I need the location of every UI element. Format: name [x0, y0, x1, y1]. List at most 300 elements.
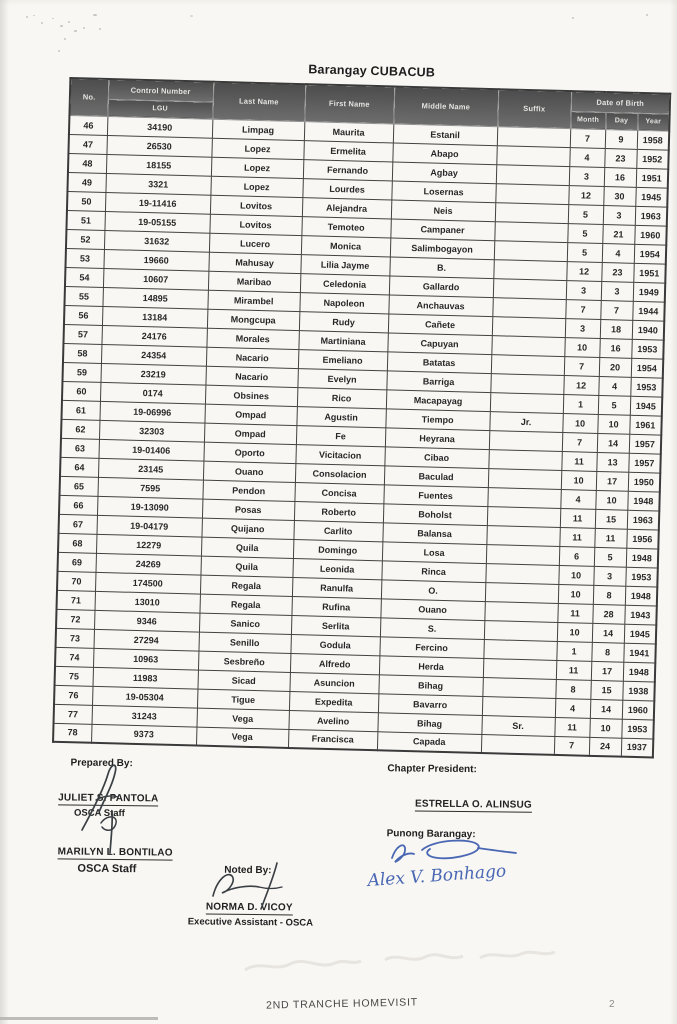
cell-control-number: 13184 [102, 306, 207, 328]
noted-by-title: Executive Assistant - OSCA [187, 916, 314, 929]
cell-first-name: Agustin [296, 406, 385, 427]
cell-middle-name: Rinca [381, 560, 485, 582]
cell-suffix [482, 696, 555, 717]
cell-control-number: 14895 [102, 287, 207, 309]
cell-dob-month: 7 [564, 356, 599, 376]
cell-suffix [491, 335, 564, 356]
cell-control-number: 3321 [105, 173, 210, 195]
cell-dob-month: 10 [562, 413, 597, 433]
cell-dob-month: 12 [568, 185, 603, 205]
cell-first-name: Serlita [291, 615, 380, 636]
preparer2-title: OSCA Staff [77, 862, 137, 876]
cell-dob-month: 1 [563, 394, 598, 414]
cell-control-number: 26530 [106, 135, 211, 157]
cell-dob-month: 4 [555, 698, 590, 718]
cell-suffix [484, 620, 557, 641]
cell-dob-year: 1960 [622, 700, 655, 720]
chapter-president-block [387, 763, 533, 841]
cell-dob-month: 10 [558, 565, 593, 585]
cell-dob-month: 11 [556, 660, 591, 680]
cell-dob-month: 10 [558, 584, 593, 604]
beneficiary-table [52, 77, 671, 759]
cell-middle-name: Cibao [384, 446, 488, 468]
col-header-first-name: First Name [304, 84, 394, 123]
col-header-month: Month [570, 111, 605, 129]
cell-dob-day: 10 [597, 414, 629, 434]
cell-first-name: Carlito [293, 520, 382, 541]
cell-dob-year: 1954 [634, 244, 667, 264]
page-title: Barangay CUBACUB [308, 62, 436, 80]
cell-first-name: Domingo [293, 539, 382, 560]
preparer1-title: OSCA Staff [73, 807, 125, 820]
col-header-lgu: LGU [107, 99, 212, 119]
cell-middle-name: Herda [379, 655, 483, 677]
cell-first-name: Francisca [288, 729, 377, 750]
cell-middle-name: Batatas [387, 351, 491, 373]
cell-middle-name: Bihag [377, 712, 481, 734]
cell-suffix [483, 639, 556, 660]
cell-suffix [496, 145, 569, 166]
svg-text:Alex V. Bonhago: Alex V. Bonhago [366, 861, 507, 891]
cell-suffix [487, 506, 560, 527]
cell-last-name: Nacario [206, 347, 298, 368]
cell-control-number: 19-04179 [97, 515, 202, 537]
cell-no: 73 [56, 628, 94, 648]
cell-last-name: Mahusay [208, 252, 300, 273]
cell-dob-day: 28 [592, 604, 624, 624]
cell-dob-year: 1948 [625, 586, 658, 606]
cell-no: 54 [65, 267, 103, 287]
cell-dob-year: 1945 [635, 187, 668, 207]
cell-dob-month: 4 [569, 147, 604, 167]
cell-no: 58 [63, 343, 101, 363]
cell-dob-year: 1950 [628, 472, 661, 492]
cell-dob-year: 1956 [626, 529, 659, 549]
noted-by-label: Noted By: [224, 864, 272, 877]
cell-no: 69 [58, 552, 96, 572]
cell-dob-year: 1961 [629, 415, 662, 435]
cell-first-name: Lilia Jayme [300, 254, 389, 275]
cell-middle-name: Heyrana [385, 427, 489, 449]
cell-last-name: Lovitos [210, 195, 302, 216]
cell-middle-name: Bavarro [378, 693, 482, 715]
cell-first-name: Rufina [291, 596, 380, 617]
cell-dob-year: 1937 [621, 738, 654, 758]
cell-dob-day: 21 [602, 224, 634, 244]
cell-no: 51 [66, 210, 104, 230]
cell-dob-year: 1951 [636, 168, 669, 188]
cell-no: 77 [54, 704, 92, 724]
cell-first-name: Vicitacion [295, 444, 384, 465]
cell-no: 78 [53, 723, 91, 743]
cell-last-name: Sicad [197, 670, 289, 691]
col-header-middle-name: Middle Name [393, 86, 498, 126]
cell-dob-day: 20 [599, 357, 631, 377]
cell-middle-name: Estanil [393, 123, 497, 145]
cell-dob-month: 11 [557, 603, 592, 623]
cell-control-number: 32303 [99, 420, 204, 442]
cell-dob-day: 8 [591, 642, 623, 662]
cell-first-name: Fe [296, 425, 385, 446]
cell-control-number: 23219 [100, 363, 205, 385]
cell-last-name: Lopez [211, 157, 303, 178]
cell-dob-year: 1963 [627, 510, 660, 530]
cell-middle-name: Capuyan [387, 332, 491, 354]
cell-dob-day: 14 [592, 623, 624, 643]
cell-dob-month: 3 [569, 166, 604, 186]
cell-first-name: Roberto [294, 501, 383, 522]
cell-dob-year: 1951 [633, 263, 666, 283]
cell-last-name: Mongcupa [207, 309, 299, 330]
cell-dob-month: 7 [570, 128, 605, 148]
cell-dob-day: 11 [594, 528, 626, 548]
cell-middle-name: Campaner [390, 218, 494, 240]
cell-no: 74 [55, 647, 93, 667]
cell-no: 47 [68, 134, 106, 154]
cell-dob-year: 1963 [635, 206, 668, 226]
cell-suffix [495, 202, 568, 223]
cell-dob-day: 10 [589, 718, 621, 738]
cell-control-number: 19-05304 [92, 686, 197, 708]
cell-suffix [481, 734, 554, 755]
col-header-last-name: Last Name [212, 82, 305, 121]
cell-no: 68 [58, 533, 96, 553]
footer-title: 2ND TRANCHE HOMEVISIT [265, 996, 419, 1012]
cell-control-number: 24269 [96, 553, 201, 575]
cell-middle-name: S. [380, 617, 484, 639]
cell-first-name: Godula [290, 634, 379, 655]
cell-middle-name: Abapo [392, 142, 496, 164]
cell-no: 64 [60, 457, 98, 477]
cell-middle-name: Fercino [379, 636, 483, 658]
cell-dob-day: 7 [600, 300, 632, 320]
cell-dob-month: 8 [555, 679, 590, 699]
cell-middle-name: Tiempo [385, 408, 489, 430]
cell-control-number: 12279 [96, 534, 201, 556]
cell-last-name: Sesbreño [198, 651, 290, 672]
cell-first-name: Evelyn [297, 368, 386, 389]
cell-dob-month: 11 [560, 508, 595, 528]
cell-dob-day: 15 [595, 509, 627, 529]
bleed-through-handwriting [235, 930, 565, 985]
cell-dob-day: 24 [589, 737, 621, 757]
cell-dob-year: 1953 [631, 339, 664, 359]
cell-control-number: 19-05155 [104, 211, 209, 233]
cell-dob-day: 23 [604, 148, 636, 168]
cell-suffix [494, 221, 567, 242]
cell-last-name: Vega [196, 727, 288, 748]
cell-control-number: 31243 [92, 705, 197, 727]
cell-no: 61 [61, 400, 99, 420]
cell-dob-day: 3 [593, 566, 625, 586]
cell-middle-name: Cañete [388, 313, 492, 335]
cell-middle-name: Balansa [382, 522, 486, 544]
cell-last-name: Regala [199, 594, 291, 615]
cell-suffix [488, 449, 561, 470]
cell-last-name: Lopez [210, 176, 302, 197]
cell-dob-year: 1948 [627, 491, 660, 511]
cell-no: 57 [63, 324, 101, 344]
table-body [53, 115, 669, 757]
scan-edge-artifact [0, 1017, 158, 1020]
cell-last-name: Lovitos [209, 214, 301, 235]
cell-first-name: Ranulfa [292, 577, 381, 598]
cell-control-number: 31632 [104, 230, 209, 252]
cell-middle-name: Baculad [384, 465, 488, 487]
cell-dob-day: 3 [601, 281, 633, 301]
cell-last-name: Obsines [205, 385, 297, 406]
cell-last-name: Ompad [204, 423, 296, 444]
cell-dob-month: 5 [567, 242, 602, 262]
cell-dob-month: 11 [554, 717, 589, 737]
cell-dob-year: 1953 [625, 567, 658, 587]
cell-last-name: Quijano [201, 518, 293, 539]
cell-last-name: Ouano [203, 461, 295, 482]
cell-dob-year: 1944 [632, 301, 665, 321]
cell-dob-month: 11 [559, 527, 594, 547]
cell-middle-name: Barriga [386, 370, 490, 392]
cell-no: 49 [67, 172, 105, 192]
cell-suffix [494, 240, 567, 261]
cell-no: 67 [59, 514, 97, 534]
cell-last-name: Mirambel [207, 290, 299, 311]
cell-middle-name: Bihag [378, 674, 482, 696]
cell-control-number: 9346 [94, 610, 199, 632]
cell-dob-month: 10 [557, 622, 592, 642]
cell-dob-month: 11 [561, 451, 596, 471]
cell-last-name: Lucero [209, 233, 301, 254]
cell-dob-day: 9 [605, 129, 637, 149]
cell-middle-name: O. [381, 579, 485, 601]
cell-first-name: Rudy [299, 311, 388, 332]
cell-control-number: 19-01406 [98, 439, 203, 461]
cell-dob-year: 1948 [623, 662, 656, 682]
cell-last-name: Sanico [199, 613, 291, 634]
cell-middle-name: Fuentes [383, 484, 487, 506]
cell-last-name: Maribao [208, 271, 300, 292]
cell-suffix: Sr. [481, 715, 554, 736]
col-header-year: Year [637, 113, 669, 131]
cell-dob-month: 7 [565, 299, 600, 319]
cell-dob-year: 1957 [628, 453, 661, 473]
cell-dob-day: 17 [591, 661, 623, 681]
cell-control-number: 0174 [100, 382, 205, 404]
cell-dob-year: 1945 [630, 396, 663, 416]
cell-last-name: Senillo [198, 632, 290, 653]
col-header-day: Day [605, 112, 637, 130]
cell-middle-name: Salimbogayon [390, 237, 494, 259]
cell-dob-month: 7 [554, 736, 589, 756]
cell-suffix [497, 126, 570, 147]
cell-dob-month: 12 [563, 375, 598, 395]
cell-suffix [495, 183, 568, 204]
cell-dob-month: 4 [560, 489, 595, 509]
cell-dob-year: 1940 [632, 320, 665, 340]
cell-dob-day: 10 [595, 490, 627, 510]
cell-no: 66 [59, 495, 97, 515]
cell-no: 70 [57, 571, 95, 591]
cell-suffix [490, 392, 563, 413]
cell-control-number: 19-11416 [105, 192, 210, 214]
cell-suffix [487, 487, 560, 508]
cell-suffix [490, 373, 563, 394]
cell-dob-month: 7 [562, 432, 597, 452]
cell-last-name: Morales [206, 328, 298, 349]
cell-dob-year: 1952 [636, 149, 669, 169]
cell-first-name: Monica [301, 235, 390, 256]
cell-last-name: Posas [202, 499, 294, 520]
chapter-president-name: ESTRELLA O. ALINSUG [414, 798, 532, 811]
cell-middle-name: Losa [382, 541, 486, 563]
cell-first-name: Asuncion [289, 672, 378, 693]
cell-no: 63 [61, 438, 99, 458]
cell-dob-month: 3 [566, 280, 601, 300]
cell-dob-month: 1 [556, 641, 591, 661]
cell-last-name: Oporto [203, 442, 295, 463]
cell-no: 76 [54, 685, 92, 705]
cell-dob-year: 1948 [626, 548, 659, 568]
scan-content [52, 56, 674, 759]
cell-no: 75 [55, 666, 93, 686]
page-number: 2 [609, 999, 615, 1010]
cell-suffix [484, 601, 557, 622]
cell-last-name: Limpag [212, 119, 304, 140]
cell-no: 59 [62, 362, 100, 382]
cell-middle-name: Gallardo [389, 275, 493, 297]
cell-middle-name: Boholst [383, 503, 487, 525]
cell-first-name: Alejandra [302, 197, 391, 218]
cell-first-name: Celedonia [300, 273, 389, 294]
cell-dob-day: 15 [590, 680, 622, 700]
cell-no: 48 [68, 153, 106, 173]
cell-control-number: 18155 [106, 154, 211, 176]
cell-dob-month: 10 [561, 470, 596, 490]
cell-no: 56 [64, 305, 102, 325]
punong-barangay-signature [360, 836, 530, 894]
cell-first-name: Rico [297, 387, 386, 408]
cell-suffix [486, 525, 559, 546]
cell-suffix [492, 297, 565, 318]
cell-first-name: Temoteo [301, 216, 390, 237]
cell-dob-day: 16 [599, 338, 631, 358]
cell-dob-day: 14 [590, 699, 622, 719]
cell-control-number: 19-13090 [97, 496, 202, 518]
cell-middle-name: Neis [391, 199, 495, 221]
chapter-president-label: Chapter President: [387, 763, 477, 776]
cell-last-name: Pendon [202, 480, 294, 501]
cell-no: 60 [62, 381, 100, 401]
cell-dob-year: 1953 [621, 719, 654, 739]
cell-dob-month: 12 [566, 261, 601, 281]
cell-suffix: Jr. [489, 411, 562, 432]
col-header-no: No. [69, 78, 108, 116]
cell-dob-day: 4 [602, 243, 634, 263]
cell-dob-year: 1960 [634, 225, 667, 245]
cell-dob-year: 1941 [623, 643, 656, 663]
cell-first-name: Maurita [304, 121, 393, 142]
cell-control-number: 24176 [101, 325, 206, 347]
cell-no: 53 [65, 248, 103, 268]
cell-dob-day: 18 [600, 319, 632, 339]
cell-last-name: Nacario [205, 366, 297, 387]
cell-suffix [485, 563, 558, 584]
cell-control-number: 9373 [91, 724, 196, 746]
cell-control-number: 23145 [98, 458, 203, 480]
cell-dob-year: 1945 [624, 624, 657, 644]
cell-dob-year: 1957 [629, 434, 662, 454]
cell-control-number: 24354 [101, 344, 206, 366]
cell-suffix [486, 544, 559, 565]
cell-first-name: Fernando [303, 159, 392, 180]
cell-dob-day: 30 [603, 186, 635, 206]
cell-control-number: 10607 [103, 268, 208, 290]
cell-no: 62 [61, 419, 99, 439]
cell-first-name: Lourdes [302, 178, 391, 199]
cell-dob-day: 8 [593, 585, 625, 605]
cell-control-number: 10963 [93, 648, 198, 670]
cell-dob-year: 1943 [624, 605, 657, 625]
cell-suffix [483, 658, 556, 679]
cell-dob-day: 17 [596, 471, 628, 491]
cell-control-number: 19-06996 [99, 401, 204, 423]
cell-dob-month: 6 [559, 546, 594, 566]
cell-first-name: Alfredo [290, 653, 379, 674]
cell-dob-day: 23 [601, 262, 633, 282]
cell-first-name: Avelino [288, 710, 377, 731]
cell-last-name: Regala [200, 575, 292, 596]
cell-suffix [482, 677, 555, 698]
cell-first-name: Expedita [289, 691, 378, 712]
cell-control-number: 19660 [103, 249, 208, 271]
cell-first-name: Consolacion [295, 463, 384, 484]
cell-dob-day: 5 [598, 395, 630, 415]
cell-dob-day: 3 [603, 205, 635, 225]
cell-suffix [491, 354, 564, 375]
cell-dob-month: 5 [567, 223, 602, 243]
noted-by-name: NORMA D. VICOY [205, 901, 293, 914]
cell-control-number: 174500 [95, 572, 200, 594]
cell-suffix [492, 316, 565, 337]
cell-no: 72 [56, 609, 94, 629]
cell-dob-year: 1954 [631, 358, 664, 378]
cell-middle-name: B. [389, 256, 493, 278]
cell-first-name: Concisa [294, 482, 383, 503]
cell-no: 46 [69, 115, 107, 135]
cell-control-number: 11983 [93, 667, 198, 689]
cell-control-number: 7595 [97, 477, 202, 499]
cell-last-name: Tigue [197, 689, 289, 710]
cell-no: 71 [57, 590, 95, 610]
cell-control-number: 13010 [95, 591, 200, 613]
cell-middle-name: Losernas [391, 180, 495, 202]
prepared-by-label: Prepared By: [70, 757, 133, 770]
col-header-date-of-birth: Date of Birth [571, 91, 671, 114]
cell-dob-year: 1958 [637, 130, 670, 150]
cell-dob-day: 5 [594, 547, 626, 567]
cell-middle-name: Agbay [392, 161, 496, 183]
cell-no: 55 [64, 286, 102, 306]
cell-middle-name: Anchauvas [388, 294, 492, 316]
cell-suffix [493, 259, 566, 280]
cell-first-name: Leonida [292, 558, 381, 579]
cell-dob-year: 1953 [630, 377, 663, 397]
cell-suffix [488, 468, 561, 489]
cell-last-name: Quila [201, 537, 293, 558]
cell-dob-month: 10 [564, 337, 599, 357]
cell-no: 50 [67, 191, 105, 211]
cell-last-name: Vega [196, 708, 288, 729]
cell-dob-day: 13 [596, 452, 628, 472]
